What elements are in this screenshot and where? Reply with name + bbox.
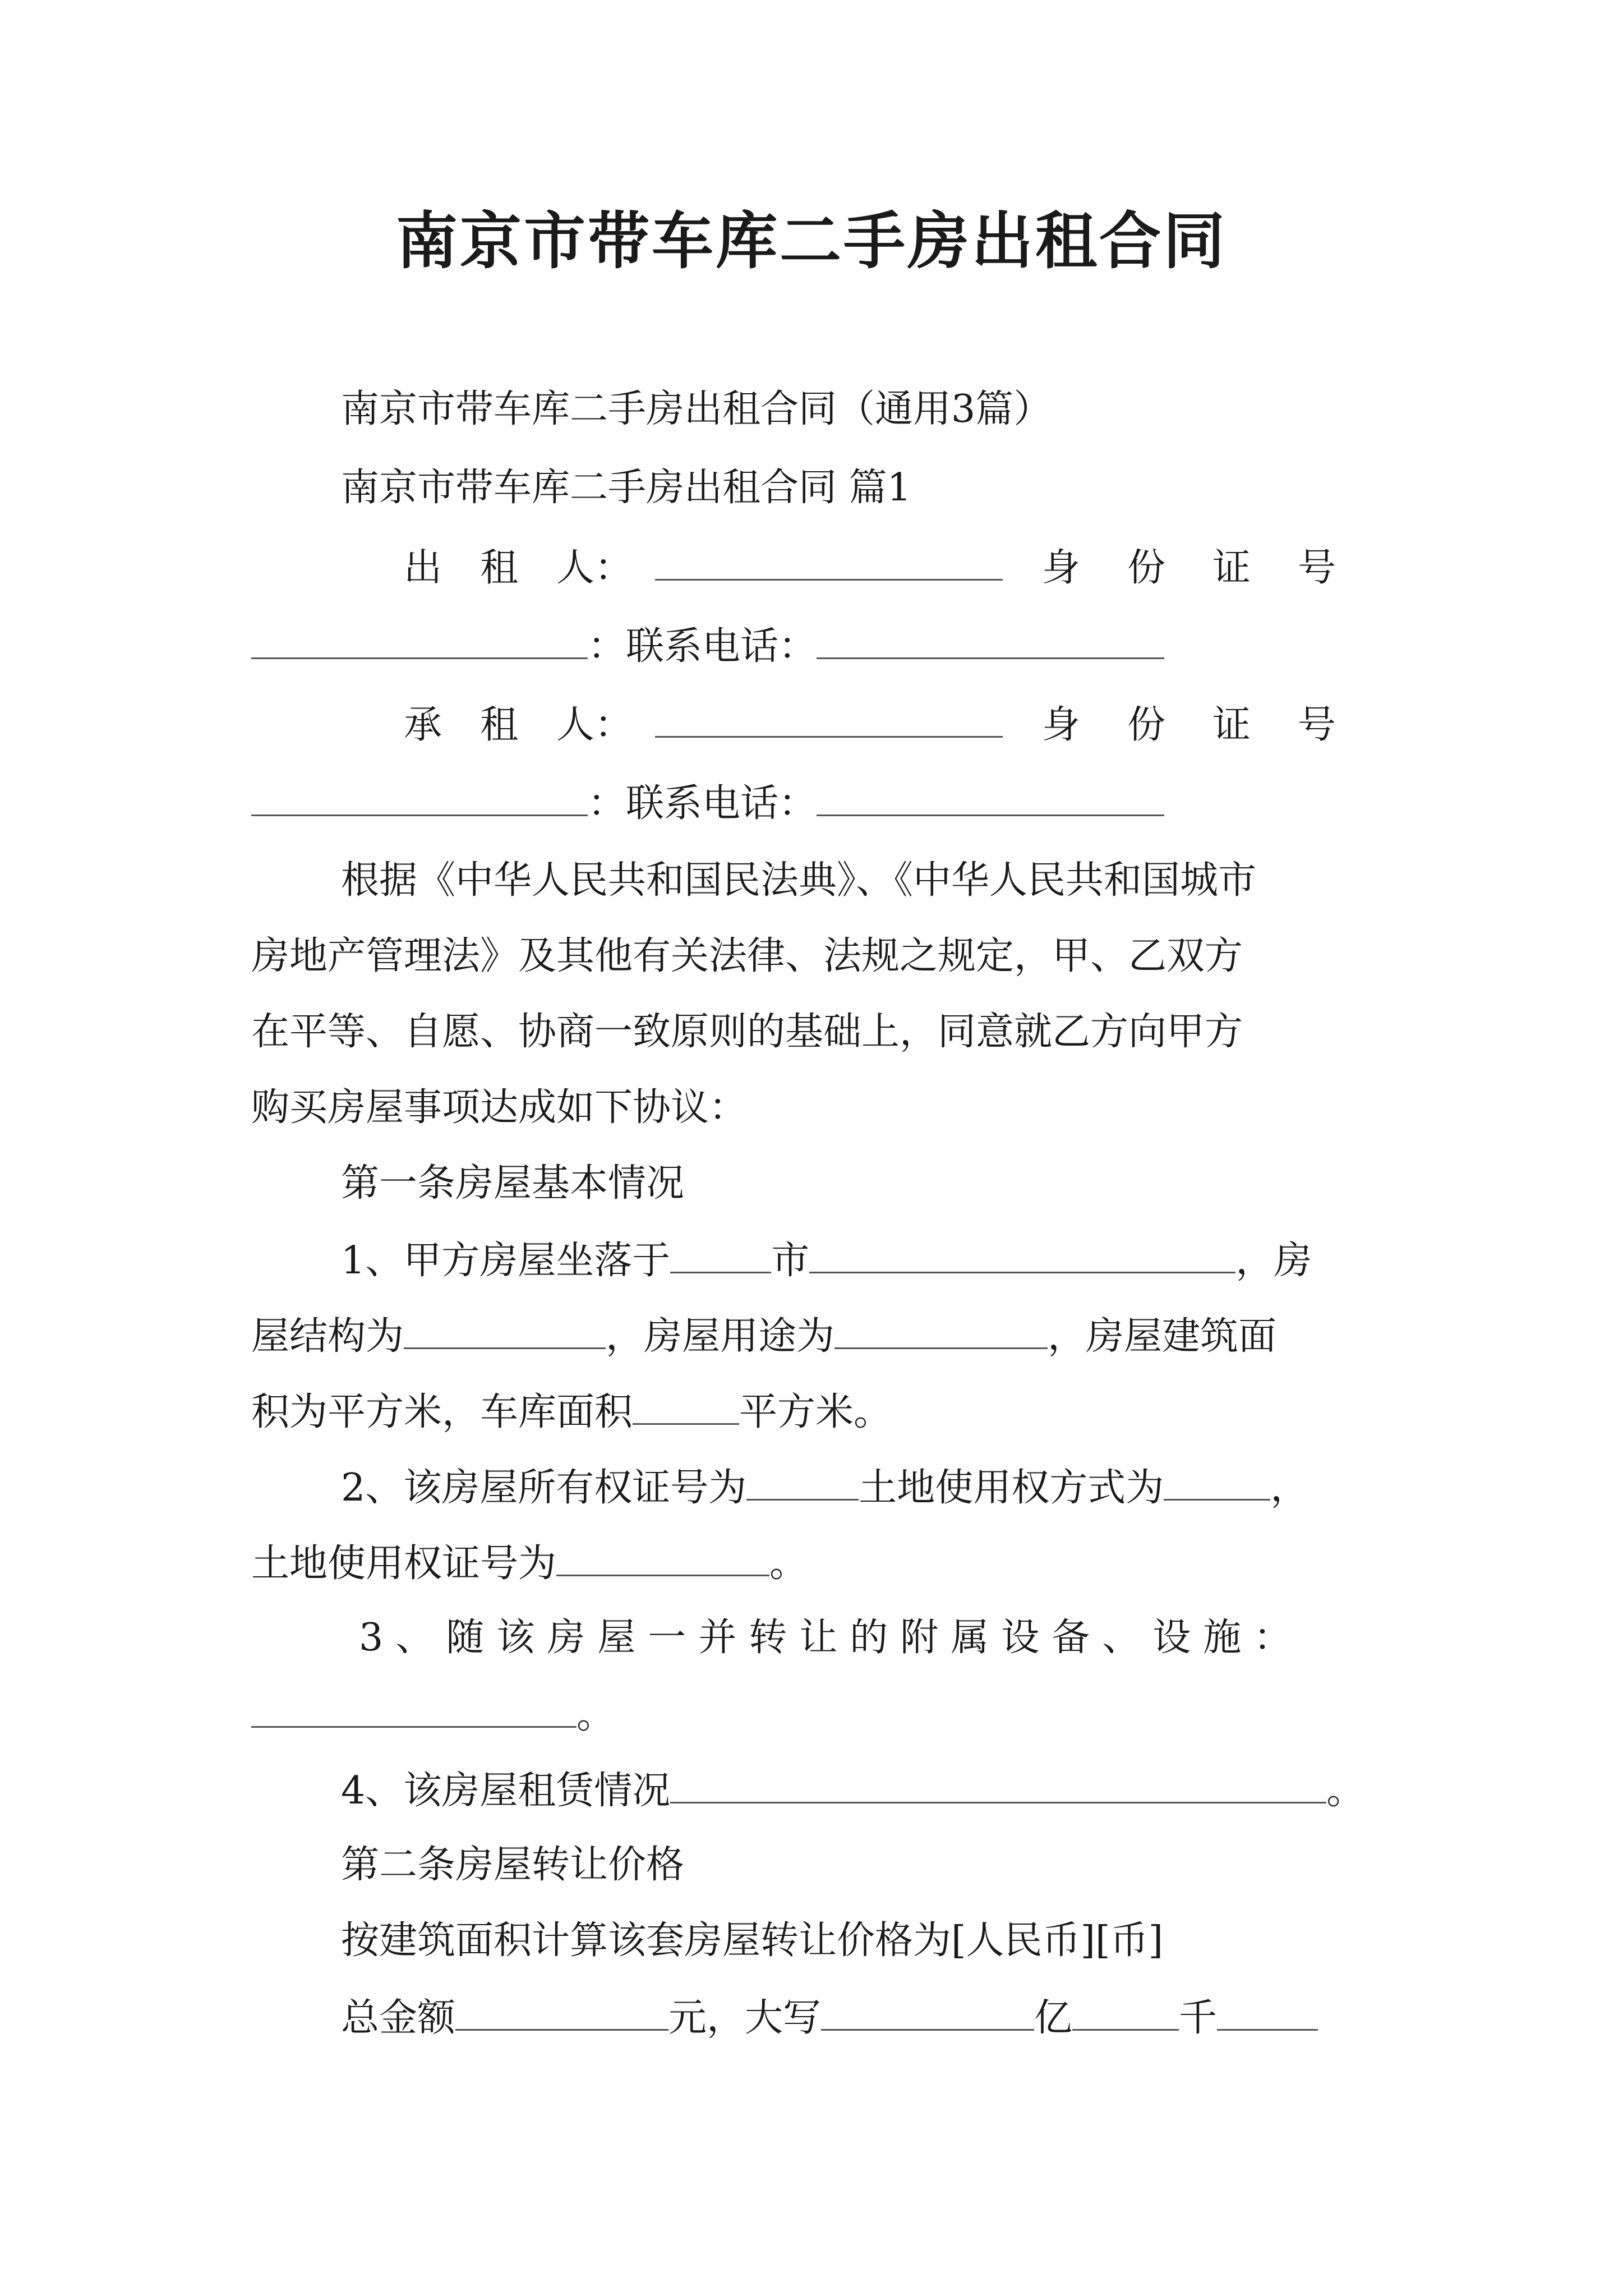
lessee-phone-blank[interactable] [817, 774, 1164, 816]
item-4-label: 4、该房屋租赁情况 [341, 1769, 671, 1813]
item-1-address-blank[interactable] [809, 1231, 1235, 1273]
basis-line-4: 购买房屋事项达成如下协议： [251, 1085, 748, 1130]
total-label: 总金额 [341, 1996, 456, 2040]
lessor-name-blank[interactable] [655, 539, 1003, 581]
item-2-cert-blank[interactable] [746, 1458, 859, 1501]
item-4-blank[interactable] [670, 1761, 1326, 1803]
item-1-comma: ，房 [1235, 1239, 1312, 1283]
item-2-land-label: 土地使用权方式为 [859, 1466, 1164, 1510]
lessor-line [404, 539, 1391, 596]
total-qian-label: 千 [1179, 1996, 1218, 2040]
item-1-unit: 平方米。 [739, 1390, 892, 1434]
item-1-garage-blank[interactable] [633, 1383, 739, 1425]
total-uppercase-label: 元，大写 [668, 1996, 822, 2040]
item-3-line-1: 3、随该房屋一并转让的附属设备、设施： [359, 1616, 1304, 1660]
item-3-line-2 [251, 1686, 1390, 1743]
item-1-line-1 [341, 1231, 1479, 1289]
total-line [341, 1989, 1479, 2046]
item-1-location-label: 1、甲方房屋坐落于 [341, 1239, 671, 1283]
item-1-line-2 [251, 1307, 1390, 1365]
basis-line-2: 房地产管理法》及其他有关法律、法规之规定，甲、乙双方 [251, 934, 1243, 978]
article-2-heading: 第二条房屋转让价格 [341, 1843, 685, 1887]
lessor-label: 出 租 人： [404, 546, 633, 590]
total-amount-blank[interactable] [455, 1989, 668, 2031]
lessor-phone-blank[interactable] [817, 617, 1164, 659]
item-1-city-label: 市 [771, 1239, 810, 1283]
item-2-comma: ， [1270, 1466, 1309, 1510]
item-1-usage-blank[interactable] [834, 1307, 1048, 1349]
lessee-id-blank[interactable] [251, 774, 588, 816]
part-heading: 南京市带车库二手房出租合同 篇1 [341, 466, 911, 510]
lessee-line [404, 696, 1391, 753]
item-1-area-label: ，房屋建筑面 [1048, 1314, 1277, 1359]
price-line: 按建筑面积计算该套房屋转让价格为[人民币][币] [341, 1918, 1164, 1963]
lessee-phone-label: ：联系电话： [588, 781, 817, 826]
document-title: 南京市带车库二手房出租合同 [396, 205, 1227, 277]
item-2-period: 。 [769, 1542, 808, 1586]
total-yi-blank[interactable] [1072, 1989, 1179, 2031]
lessee-label: 承 租 人： [404, 703, 633, 747]
item-4-period: 。 [1326, 1769, 1365, 1813]
lessee-line-2 [251, 774, 1390, 832]
lessor-line-2 [251, 617, 1390, 675]
article-1-heading: 第一条房屋基本情况 [341, 1161, 685, 1205]
item-2-line-1 [341, 1458, 1479, 1516]
lessee-name-blank[interactable] [655, 696, 1003, 738]
item-2-land-cert-blank[interactable] [556, 1534, 769, 1576]
item-1-usage-label: ，房屋用途为 [606, 1314, 835, 1359]
subtitle: 南京市带车库二手房出租合同（通用3篇） [341, 387, 1052, 431]
item-2-land-blank[interactable] [1164, 1458, 1270, 1501]
basis-line-1: 根据《中华人民共和国民法典》、《中华人民共和国城市 [341, 858, 1257, 903]
item-2-line-2 [251, 1534, 1390, 1592]
basis-line-3: 在平等、自愿、协商一致原则的基础上，同意就乙方向甲方 [251, 1010, 1243, 1054]
item-1-garage-label: 积为平方米，车库面积 [251, 1390, 633, 1434]
lessor-id-label: 身 份 证 号 [1042, 546, 1341, 590]
item-2-land-cert-label: 土地使用权证号为 [251, 1542, 557, 1586]
item-1-line-3 [251, 1383, 1390, 1441]
total-yi-label: 亿 [1034, 1996, 1073, 2040]
item-3-period: 。 [577, 1693, 615, 1737]
item-4-line [341, 1761, 1435, 1819]
item-3-blank[interactable] [251, 1686, 577, 1728]
lessor-id-blank[interactable] [251, 617, 588, 659]
item-1-city-blank[interactable] [670, 1231, 771, 1273]
item-1-structure-label: 屋结构为 [251, 1314, 404, 1359]
item-1-structure-blank[interactable] [404, 1307, 606, 1349]
total-uppercase-blank[interactable] [821, 1989, 1034, 2031]
item-2-cert-label: 2、该房屋所有权证号为 [341, 1466, 747, 1510]
lessee-id-label: 身 份 证 号 [1042, 703, 1341, 747]
lessor-phone-label: ：联系电话： [588, 624, 817, 669]
total-qian-blank[interactable] [1217, 1989, 1318, 2031]
